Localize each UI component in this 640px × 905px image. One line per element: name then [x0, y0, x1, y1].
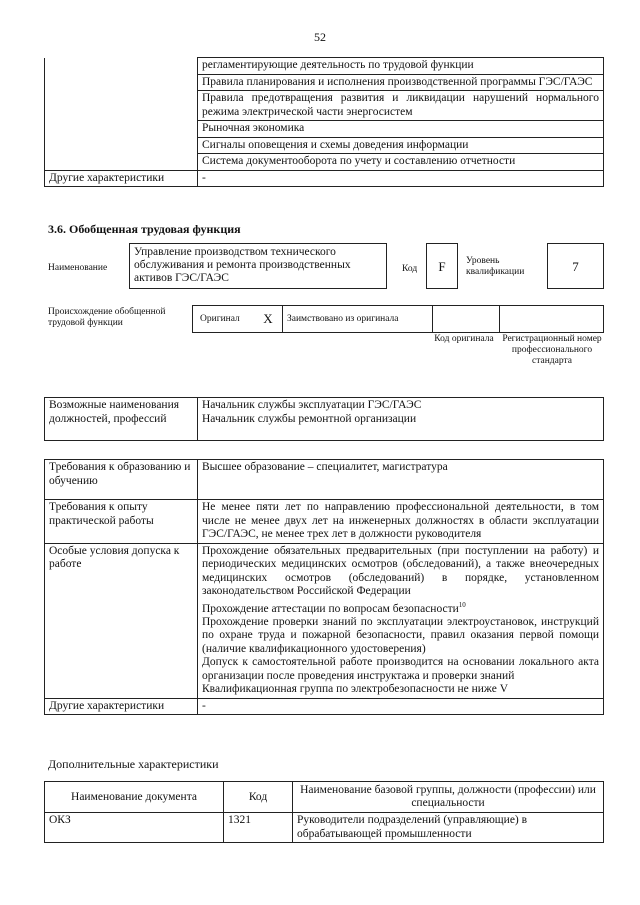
column-header-code: Код [224, 782, 293, 813]
other-characteristics-value: - [198, 698, 604, 715]
footnote-mark: 10 [458, 600, 466, 609]
knowledge-row: Правила предотвращения развития и ликвидации нарушений нормального режима электрической части энергосистем [198, 91, 604, 121]
condition-item: Прохождение проверки знаний по эксплуатации электроустановок, инструкций по охране труда и пожарной безопасности, правил оказания первой помощи (наличие квалификационного удостоверения) [202, 615, 599, 655]
section-title: 3.6. Обобщенная трудовая функция [48, 222, 241, 236]
group-cell: Руководители подразделений (управляющие) в обрабатывающей промышленности [293, 813, 604, 843]
origin-box [192, 305, 604, 333]
positions-table [44, 397, 604, 441]
other-characteristics-label: Другие характеристики [45, 698, 198, 715]
function-name-value: Управление производством технического обслуживания и ремонта производственных активов ГЭС/ГАЭС [129, 243, 387, 289]
additional-title: Дополнительные характеристики [48, 757, 219, 771]
code-value: F [426, 243, 458, 289]
special-conditions-values [198, 543, 604, 698]
column-header-group: Наименование базовой группы, должности (профессии) или специальности [293, 782, 604, 813]
code-original-caption: Код оригинала [434, 334, 494, 344]
other-characteristics-value: - [198, 170, 604, 187]
experience-label: Требования к опыту практической работы [45, 500, 198, 544]
knowledge-row: Правила планирования и исполнения производственной программы ГЭС/ГАЭС [198, 74, 604, 91]
requirements-table [44, 459, 604, 715]
document-cell: ОКЗ [45, 813, 224, 843]
condition-item: Прохождение обязательных предварительных (при поступлении на работу) и периодических медицинских осмотров (обследований), а также внеочередных медицинских осмотров (обследований) в порядке, установленном законодательством Российской Федерации [202, 544, 599, 597]
positions-values [198, 398, 604, 441]
experience-value: Не менее пяти лет по направлению профессиональной деятельности, в том числе не менее двух лет на инженерных должностях в области эксплуатации ГЭС/ГАЭС, не менее трех лет в должности руководителя [198, 500, 604, 544]
knowledge-table [44, 57, 604, 187]
table-row [45, 813, 604, 843]
education-value: Высшее образование – специалитет, магистратура [198, 460, 604, 500]
divider [282, 306, 283, 332]
position-item: Начальник службы эксплуатации ГЭС/ГАЭС [202, 399, 422, 411]
position-item: Начальник службы ремонтной организации [202, 412, 417, 425]
knowledge-row: Рыночная экономика [198, 121, 604, 138]
code-cell: 1321 [224, 813, 293, 843]
page-number: 52 [314, 30, 326, 44]
additional-table [44, 781, 604, 843]
knowledge-row: Система документооборота по учету и составлению отчетности [198, 154, 604, 171]
origin-label: Происхождение обобщенной трудовой функции [48, 307, 166, 328]
other-characteristics-label: Другие характеристики [45, 170, 198, 187]
level-value: 7 [547, 243, 604, 289]
original-label: Оригинал [200, 314, 240, 324]
education-label: Требования к образованию и обучению [45, 460, 198, 500]
condition-item [202, 599, 599, 616]
column-header-document: Наименование документа [45, 782, 224, 813]
borrowed-label: Заимствовано из оригинала [287, 314, 399, 324]
condition-text: Прохождение аттестации по вопросам безопасности [202, 602, 459, 615]
divider [499, 306, 500, 332]
knowledge-row: Сигналы оповещения и схемы доведения информации [198, 137, 604, 154]
positions-label: Возможные наименования должностей, профессий [45, 398, 198, 441]
empty-label-cell [45, 58, 198, 171]
special-conditions-label: Особые условия допуска к работе [45, 543, 198, 698]
knowledge-row: регламентирующие деятельность по трудовой функции [198, 58, 604, 75]
name-label: Наименование [48, 263, 108, 273]
code-label: Код [402, 264, 418, 274]
level-label: Уровень квалификации [466, 256, 525, 277]
registration-number-caption: Регистрационный номер профессионального стандарта [502, 334, 602, 366]
divider [432, 306, 433, 332]
original-mark: X [263, 311, 273, 326]
condition-item: Допуск к самостоятельной работе производится на основании локального акта организации после проведения инструктажа и проверки знаний [202, 656, 599, 682]
condition-item: Квалификационная группа по электробезопасности не ниже V [202, 683, 509, 696]
